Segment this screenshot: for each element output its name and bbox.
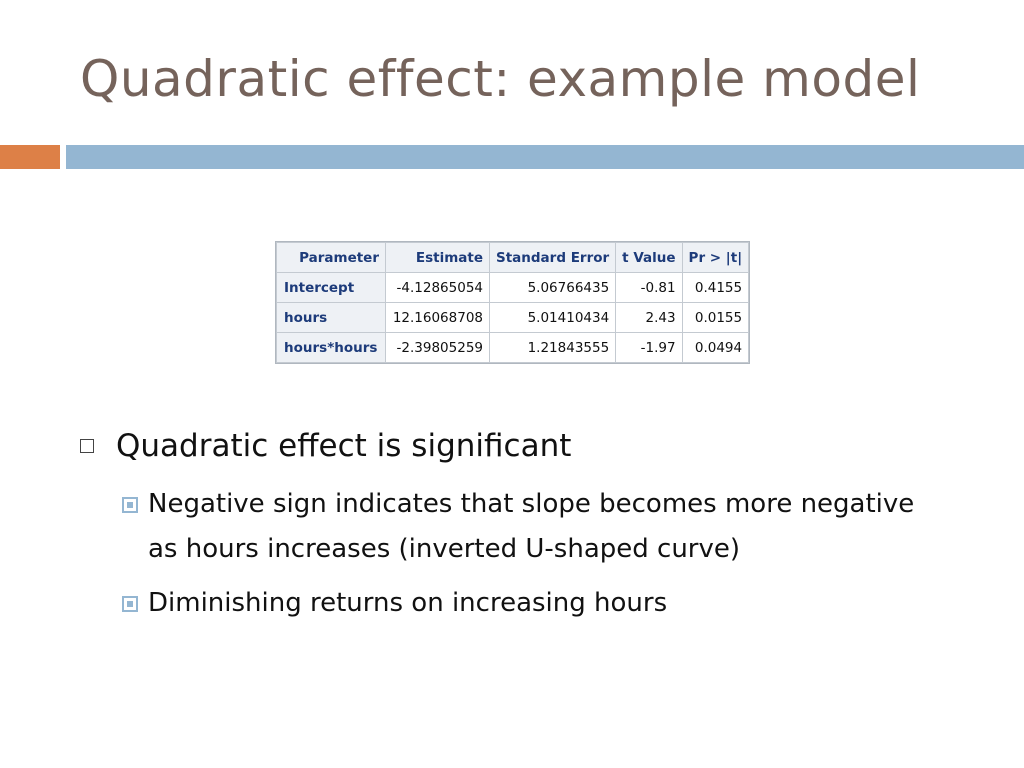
bullet-main [80,428,571,464]
title-divider-blue [66,145,1024,169]
bullet-sub-2-text: Diminishing returns on increasing hours [148,588,668,618]
header-standard-error: Standard Error [490,243,616,273]
cell-t-value: 2.43 [616,303,682,333]
open-square-bullet-icon [80,439,94,453]
table-header-row [277,243,749,273]
filled-square-bullet-icon [122,596,138,612]
cell-estimate: -2.39805259 [386,333,490,363]
cell-standard-error: 5.06766435 [490,273,616,303]
cell-estimate: -4.12865054 [386,273,490,303]
bullet-main-text: Quadratic effect is significant [116,428,572,464]
bullet-sub-2 [122,581,948,626]
row-parameter: Intercept [277,273,386,303]
title-divider-orange [0,145,60,169]
header-p-value: Pr > |t| [682,243,749,273]
bullet-sub-1 [122,482,948,572]
table-row [277,273,749,303]
parameter-estimates-table [275,241,750,364]
table-row [277,333,749,363]
cell-standard-error: 1.21843555 [490,333,616,363]
cell-estimate: 12.16068708 [386,303,490,333]
cell-t-value: -0.81 [616,273,682,303]
cell-p-value: 0.0494 [682,333,749,363]
header-estimate: Estimate [386,243,490,273]
filled-square-bullet-icon [122,497,138,513]
cell-p-value: 0.0155 [682,303,749,333]
header-parameter: Parameter [277,243,386,273]
table-row [277,303,749,333]
row-parameter: hours [277,303,386,333]
cell-p-value: 0.4155 [682,273,749,303]
cell-standard-error: 5.01410434 [490,303,616,333]
header-t-value: t Value [616,243,682,273]
bullet-sub-1-text: Negative sign indicates that slope becomes more negative as hours increases (inverted U-shaped curve) [148,489,915,564]
slide-title: Quadratic effect: example model [80,50,921,108]
row-parameter: hours*hours [277,333,386,363]
cell-t-value: -1.97 [616,333,682,363]
